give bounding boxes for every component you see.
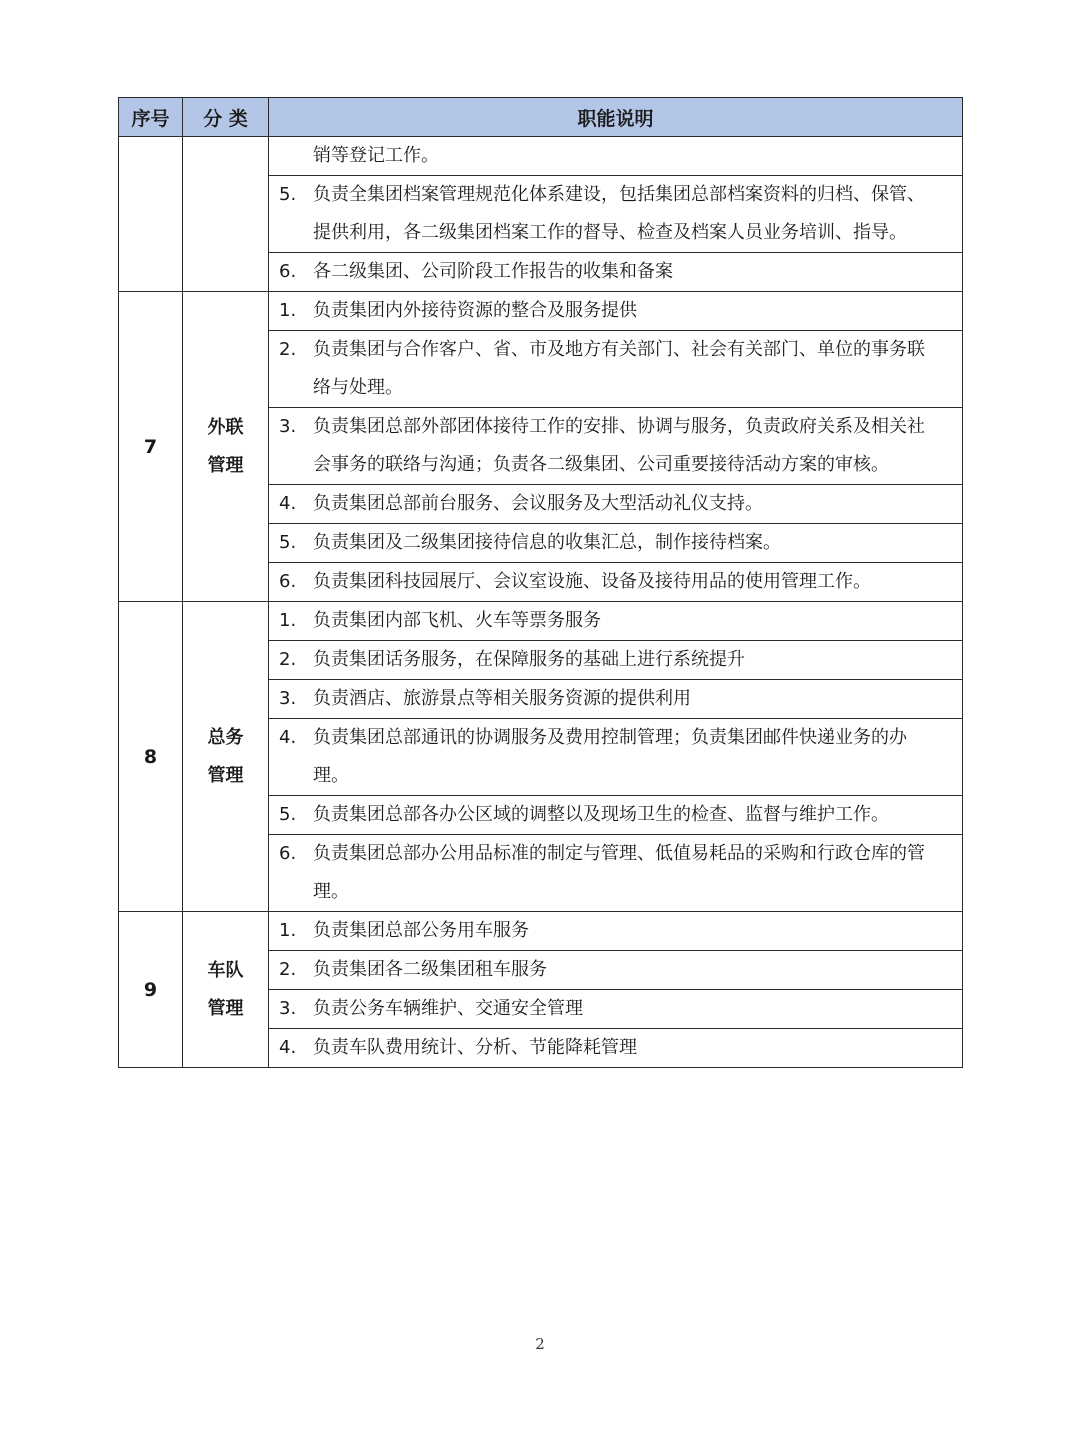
duty-cell (269, 253, 963, 292)
category-label: 管理 (207, 454, 244, 476)
duty-line (269, 176, 962, 214)
table-row (119, 292, 963, 331)
duty-text: 负责集团总部前台服务、会议服务及大型活动礼仪支持。 (313, 493, 763, 514)
duty-number: 4. (279, 727, 297, 748)
seq-cell: 8 (119, 602, 183, 912)
duty-text: 负责集团科技园展厅、会议室设施、设备及接待用品的使用管理工作。 (313, 571, 871, 592)
duty-text: 理。 (313, 765, 349, 786)
duty-number: 5. (279, 184, 297, 205)
duty-line (269, 563, 962, 601)
duty-line (269, 602, 962, 640)
duty-number (269, 873, 313, 911)
duty-line (269, 408, 962, 446)
duty-number: 6. (279, 843, 297, 864)
duty-text: 负责酒店、旅游景点等相关服务资源的提供利用 (313, 688, 691, 709)
duties-table (118, 97, 963, 1068)
duty-line (269, 796, 962, 834)
duty-line (269, 835, 962, 873)
duty-line (269, 1029, 962, 1067)
seq-cell: 9 (119, 912, 183, 1068)
duty-line (269, 873, 962, 911)
category-label: 管理 (207, 764, 244, 786)
duty-text: 负责公务车辆维护、交通安全管理 (313, 998, 583, 1019)
table-row (119, 912, 963, 951)
duty-line (269, 680, 962, 718)
duty-line (269, 757, 962, 795)
duty-number: 1. (279, 610, 297, 631)
duty-cell (269, 680, 963, 719)
duty-number: 3. (279, 688, 297, 709)
duty-text: 负责集团总部通讯的协调服务及费用控制管理；负责集团邮件快递业务的办 (313, 727, 907, 748)
duty-line (269, 292, 962, 330)
duty-text: 负责集团内部飞机、火车等票务服务 (313, 610, 601, 631)
duty-cell (269, 951, 963, 990)
duty-number: 2. (279, 649, 297, 670)
header-seq: 序号 (119, 98, 183, 137)
duty-number: 1. (279, 920, 297, 941)
duty-cell (269, 1029, 963, 1068)
seq-cell (119, 137, 183, 292)
duty-cell (269, 602, 963, 641)
duty-text: 负责集团总部办公用品标准的制定与管理、低值易耗品的采购和行政仓库的管 (313, 843, 925, 864)
duty-line (269, 641, 962, 679)
duty-number: 3. (279, 998, 297, 1019)
duty-cell (269, 137, 963, 176)
duty-text: 各二级集团、公司阶段工作报告的收集和备案 (313, 261, 673, 282)
duty-number (269, 757, 313, 795)
page-number: 2 (535, 1335, 545, 1353)
category-cell (183, 912, 269, 1068)
duty-number (269, 369, 313, 407)
duty-line (269, 253, 962, 291)
duty-number: 2. (279, 959, 297, 980)
duty-line (269, 912, 962, 950)
duty-cell (269, 524, 963, 563)
duty-cell (269, 408, 963, 485)
duty-text: 负责集团及二级集团接待信息的收集汇总，制作接待档案。 (313, 532, 781, 553)
header-description: 职能说明 (269, 98, 963, 137)
duty-number: 4. (279, 1037, 297, 1058)
duty-number: 1. (279, 300, 297, 321)
duty-cell (269, 563, 963, 602)
duty-text: 负责集团各二级集团租车服务 (313, 959, 547, 980)
category-cell (183, 602, 269, 912)
duty-number: 2. (279, 339, 297, 360)
duty-text: 负责全集团档案管理规范化体系建设，包括集团总部档案资料的归档、保管、 (313, 184, 925, 205)
duty-text: 销等登记工作。 (313, 145, 439, 166)
duty-number: 6. (279, 571, 297, 592)
seq-cell: 7 (119, 292, 183, 602)
duty-text: 负责集团与合作客户、省、市及地方有关部门、社会有关部门、单位的事务联 (313, 339, 925, 360)
duty-line (269, 719, 962, 757)
duty-line (269, 485, 962, 523)
duty-text: 理。 (313, 881, 349, 902)
duty-text: 负责集团话务服务，在保障服务的基础上进行系统提升 (313, 649, 745, 670)
duty-line (269, 331, 962, 369)
duty-cell (269, 641, 963, 680)
duty-cell (269, 292, 963, 331)
duty-line (269, 524, 962, 562)
duty-number: 3. (279, 416, 297, 437)
table-body (119, 137, 963, 1068)
duty-number: 6. (279, 261, 297, 282)
category-label: 外联 (207, 416, 244, 438)
duty-text: 负责集团总部各办公区域的调整以及现场卫生的检查、监督与维护工作。 (313, 804, 889, 825)
duty-line (269, 951, 962, 989)
duty-cell (269, 719, 963, 796)
category-cell (183, 137, 269, 292)
duty-cell (269, 912, 963, 951)
category-label: 总务 (207, 726, 244, 748)
duty-cell (269, 176, 963, 253)
header-category: 分 类 (183, 98, 269, 137)
duty-number (269, 446, 313, 484)
duty-text: 会事务的联络与沟通；负责各二级集团、公司重要接待活动方案的审核。 (313, 454, 889, 475)
duty-text: 负责集团内外接待资源的整合及服务提供 (313, 300, 637, 321)
duty-cell (269, 485, 963, 524)
table-header-row (119, 98, 963, 137)
duty-number (269, 137, 313, 175)
duty-text: 络与处理。 (313, 377, 403, 398)
duty-cell (269, 796, 963, 835)
category-cell (183, 292, 269, 602)
duty-text: 负责车队费用统计、分析、节能降耗管理 (313, 1037, 637, 1058)
category-label: 管理 (207, 997, 244, 1019)
duty-number: 4. (279, 493, 297, 514)
duty-line (269, 137, 962, 175)
table-row (119, 137, 963, 176)
duty-number (269, 214, 313, 252)
duty-text: 提供利用，各二级集团档案工作的督导、检查及档案人员业务培训、指导。 (313, 222, 907, 243)
duty-text: 负责集团总部公务用车服务 (313, 920, 529, 941)
duty-cell (269, 331, 963, 408)
duty-line (269, 446, 962, 484)
duty-line (269, 369, 962, 407)
duty-number: 5. (279, 804, 297, 825)
category-label: 车队 (207, 959, 244, 981)
duty-text: 负责集团总部外部团体接待工作的安排、协调与服务，负责政府关系及相关社 (313, 416, 925, 437)
duty-line (269, 214, 962, 252)
duty-line (269, 990, 962, 1028)
duty-cell (269, 990, 963, 1029)
table-row (119, 602, 963, 641)
duty-number: 5. (279, 532, 297, 553)
duty-cell (269, 835, 963, 912)
